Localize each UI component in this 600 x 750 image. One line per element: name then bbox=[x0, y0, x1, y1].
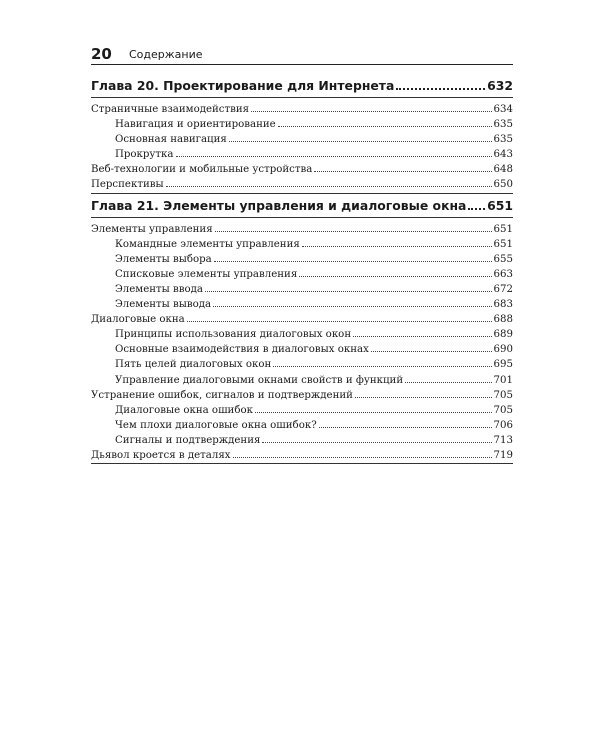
toc-entry-title: Диалоговые окна bbox=[91, 314, 185, 326]
toc-entry-page-number: 651 bbox=[493, 238, 513, 250]
toc-entry-title: Элементы ввода bbox=[115, 283, 203, 295]
toc-entry-title: Навигация и ориентирование bbox=[115, 119, 276, 131]
toc-entry[interactable] bbox=[91, 102, 513, 117]
toc-entry-page-number: 690 bbox=[493, 344, 513, 356]
toc-entry-page-number: 695 bbox=[493, 359, 513, 371]
toc-entry-title: Сигналы и подтверждения bbox=[115, 434, 261, 446]
toc-entry-title: Прокрутка bbox=[115, 149, 174, 161]
toc-entry-title: Веб-технологии и мобильные устройства bbox=[91, 164, 313, 176]
toc-entry-title: Диалоговые окна ошибок bbox=[115, 404, 253, 416]
page-header bbox=[91, 44, 513, 65]
toc-entry-title: Элементы управления bbox=[91, 223, 213, 235]
toc-entry[interactable] bbox=[91, 117, 513, 132]
toc-entry-page-number: 672 bbox=[493, 283, 513, 295]
toc-entry[interactable] bbox=[91, 388, 513, 403]
toc-entry[interactable] bbox=[91, 162, 513, 177]
leader-dots bbox=[278, 126, 492, 127]
leader-dots bbox=[273, 366, 491, 367]
leader-dots bbox=[213, 306, 491, 307]
toc-entry[interactable] bbox=[91, 312, 513, 327]
running-head: Содержание bbox=[129, 48, 203, 61]
leader-dots bbox=[302, 246, 492, 247]
toc-entry-page-number: 719 bbox=[493, 449, 513, 461]
leader-dots bbox=[215, 231, 492, 232]
toc-entry-title: Страничные взаимодействия bbox=[91, 104, 250, 115]
toc-entry-page-number: 643 bbox=[493, 149, 513, 161]
chapter-heading[interactable] bbox=[91, 198, 513, 218]
table-of-contents bbox=[91, 78, 513, 464]
toc-entry-title: Устранение ошибок, сигналов и подтверждений bbox=[91, 389, 353, 401]
toc-entry-page-number: 688 bbox=[493, 314, 513, 326]
toc-entry[interactable] bbox=[91, 297, 513, 312]
toc-entry-title: Элементы вывода bbox=[115, 299, 212, 311]
leader-dots bbox=[314, 171, 491, 172]
toc-entry-page-number: 650 bbox=[493, 179, 513, 191]
page-number: 20 bbox=[91, 45, 112, 63]
toc-entry[interactable] bbox=[91, 418, 513, 433]
toc-entry-title: Принципы использования диалоговых окон bbox=[115, 329, 352, 341]
toc-entry-title: Пять целей диалоговых окон bbox=[115, 359, 272, 371]
toc-entry[interactable] bbox=[91, 373, 513, 388]
chapter-title: Глава 20. Проектирование для Интернета bbox=[91, 78, 395, 93]
toc-entry-page-number: 705 bbox=[493, 389, 513, 401]
toc-entry[interactable] bbox=[91, 433, 513, 448]
toc-entry-title: Списковые элементы управления bbox=[115, 268, 298, 280]
toc-entry-page-number: 713 bbox=[493, 434, 513, 446]
toc-entry-title: Командные элементы управления bbox=[115, 238, 300, 250]
chapter-page-number: 632 bbox=[487, 78, 513, 93]
toc-entry-page-number: 651 bbox=[493, 223, 513, 235]
leader-dots bbox=[353, 336, 491, 337]
toc-entry[interactable] bbox=[91, 237, 513, 252]
toc-entry-title: Перспективы bbox=[91, 179, 164, 191]
toc-entry-title: Дьявол кроется в деталях bbox=[91, 449, 231, 461]
leader-dots bbox=[405, 382, 491, 383]
toc-entry-page-number: 701 bbox=[493, 374, 513, 386]
leader-dots bbox=[233, 457, 492, 458]
leader-dots bbox=[355, 397, 492, 398]
leader-dots bbox=[187, 321, 492, 322]
leader-dots bbox=[166, 186, 492, 187]
toc-entry[interactable] bbox=[91, 222, 513, 237]
leader-dots bbox=[396, 88, 485, 90]
leader-dots bbox=[319, 427, 492, 428]
leader-dots bbox=[214, 261, 492, 262]
toc-entry-title: Основная навигация bbox=[115, 134, 227, 146]
toc-entry[interactable] bbox=[91, 327, 513, 342]
toc-entry[interactable] bbox=[91, 403, 513, 418]
toc-entry-page-number: 683 bbox=[493, 299, 513, 311]
leader-dots bbox=[205, 291, 492, 292]
leader-dots bbox=[371, 351, 492, 352]
toc-entry-title: Элементы выбора bbox=[115, 253, 212, 265]
toc-entry-page-number: 705 bbox=[493, 404, 513, 416]
toc-entry-title: Управление диалоговыми окнами свойств и функций bbox=[115, 374, 404, 386]
chapter-heading[interactable] bbox=[91, 78, 513, 98]
leader-dots bbox=[468, 208, 485, 210]
chapter-title: Глава 21. Элементы управления и диалоговые окна bbox=[91, 197, 467, 213]
leader-dots bbox=[229, 141, 492, 142]
toc-entry-page-number: 689 bbox=[493, 329, 513, 341]
leader-dots bbox=[262, 442, 491, 443]
toc-entry[interactable] bbox=[91, 448, 513, 464]
toc-entry[interactable] bbox=[91, 342, 513, 357]
toc-entry-page-number: 706 bbox=[493, 419, 513, 431]
toc-entry[interactable] bbox=[91, 147, 513, 162]
toc-entry-page-number: 635 bbox=[493, 134, 513, 146]
toc-entry-page-number: 634 bbox=[493, 104, 513, 115]
toc-entry[interactable] bbox=[91, 282, 513, 297]
leader-dots bbox=[251, 111, 491, 112]
toc-entry[interactable] bbox=[91, 357, 513, 372]
leader-dots bbox=[176, 156, 492, 157]
toc-entry-page-number: 635 bbox=[493, 119, 513, 131]
leader-dots bbox=[299, 276, 491, 277]
toc-entry[interactable] bbox=[91, 132, 513, 147]
toc-entry[interactable] bbox=[91, 177, 513, 193]
toc-entry-title: Чем плохи диалоговые окна ошибок? bbox=[115, 419, 317, 431]
toc-entry[interactable] bbox=[91, 252, 513, 267]
chapter-page-number: 651 bbox=[487, 197, 513, 213]
toc-entry-title: Основные взаимодействия в диалоговых окнах bbox=[115, 344, 369, 356]
toc-entry[interactable] bbox=[91, 267, 513, 282]
toc-entry-page-number: 648 bbox=[493, 164, 513, 176]
toc-entry-page-number: 663 bbox=[493, 268, 513, 280]
leader-dots bbox=[255, 412, 492, 413]
toc-entry-page-number: 655 bbox=[493, 253, 513, 265]
